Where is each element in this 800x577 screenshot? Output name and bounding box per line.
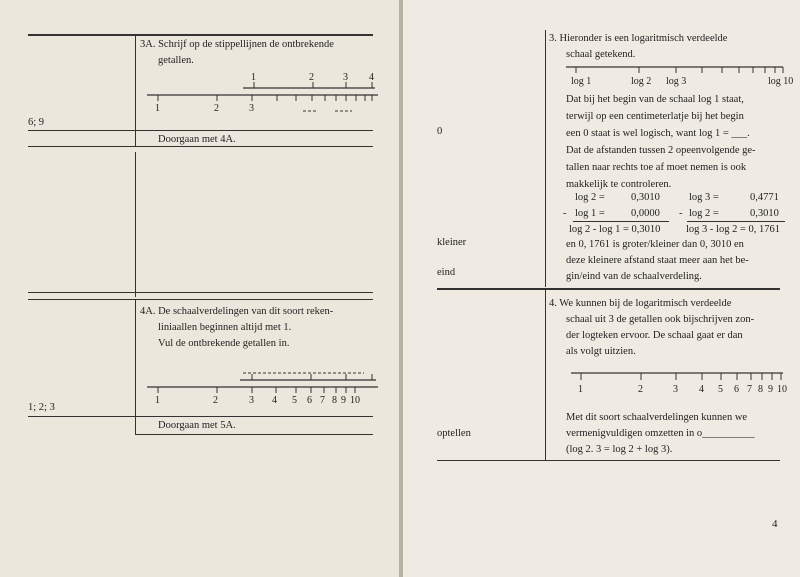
section-4-text2: (log 2. 3 = log 2 + log 3). [566, 444, 673, 455]
right-page: 3. Hieronder is een logaritmisch verdeelde schaal getekend. log 1 log 2 log 3 log 10 Dat bij het begin van de schaal log 1 staat, terwijl op een centimeterlatje bij het begin een 0 staat is wel logisch, want log 1 = ___. Dat de afstanden tussen 2 opeenvolgende ge- tallen naar rechts toe af moet nemen is ook makkelijk te controleren. log 2 = 0,3010 - log 1 = 0,0000 log 2 - log 1 = 0,3010 log 3 = 0,4771 - log 2 = 0,3010 log 3 - log 2 = 0, 1761 en 0, 1761 is groter/kleiner dan 0, 3010 en deze kleinere afstand staat meer aan het be- gin/eind van de schaalverdeling. 0 kleiner eind 4. We kunnen bij de logaritmisch verdeelde schaal uit 3 de getallen ook bijschrijven zon- der logteken ervoor. De schaal gaat er dan als volgt uitzien. 1 2 3 4 5 6 7 8 9 10 Met dit soort schaalverdelingen kunnen we vermenigvuldigen omzetten in o__________ (log 2. 3 = log 2 + log 3). optellen 4 [403, 0, 800, 577]
continue-4a: Doorgaan met 4A. [158, 134, 236, 145]
tick-label: 5 [292, 395, 297, 406]
divider [28, 416, 373, 417]
tick-label: 3 [673, 384, 678, 395]
divider [135, 434, 373, 435]
section-3-text: makkelijk te controleren. [566, 179, 672, 190]
section-4-text: der logteken ervoor. De schaal gaat er dan [566, 330, 743, 341]
section-3-text: een 0 staat is wel logisch, want log 1 = ___. [566, 128, 750, 139]
tick-label: 1 [155, 395, 160, 406]
section-3-text: Dat de afstanden tussen 2 opeenvolgende ge- [566, 145, 756, 156]
section-4-text2: vermenigvuldigen omzetten in o__________ [566, 428, 755, 439]
tick-label: 4 [699, 384, 704, 395]
calc-value: 0,3010 [631, 192, 660, 203]
calc-label: log 2 = [689, 208, 719, 219]
section-4-text: 4. We kunnen bij de logaritmisch verdeelde [549, 298, 732, 309]
section-4-text2: Met dit soort schaalverdelingen kunnen we [566, 412, 748, 423]
tick-label: 3 [343, 72, 348, 83]
tick-label: log 3 [666, 76, 687, 87]
tick-label: 1 [155, 103, 160, 114]
section-3-text2: en 0, 1761 is groter/kleiner dan 0, 3010 en [566, 239, 744, 250]
tick-label: 1 [578, 384, 583, 395]
calc-result: log 3 - log 2 = 0, 1761 [686, 224, 781, 235]
tick-label: 6 [307, 395, 312, 406]
tick-label: 5 [718, 384, 723, 395]
number-scale [403, 0, 800, 420]
answer-optellen: optellen [437, 428, 471, 439]
tick-label: 9 [768, 384, 773, 395]
tick-label: 2 [214, 103, 219, 114]
section-3a-title: 3A. Schrijf op de stippellijnen de ontbrekende [140, 39, 334, 50]
tick-label: 7 [320, 395, 325, 406]
section-4a-line1: 4A. De schaalverdelingen van dit soort reken- [140, 306, 334, 317]
tick-label: 1 [251, 72, 256, 83]
tick-label: 2 [309, 72, 314, 83]
section-3-text: tallen naar rechts toe af moet nemen is ook [566, 162, 747, 173]
section-3-line2: schaal getekend. [566, 49, 636, 60]
tick-label: 2 [213, 395, 218, 406]
calc-label: log 1 = [575, 208, 605, 219]
section-3-text: terwijl op een centimeterlatje bij het begin [566, 111, 744, 122]
scale-4a [0, 0, 399, 420]
section-3-line1: 3. Hieronder is een logaritmisch verdeelde [549, 33, 728, 44]
tick-label: 9 [341, 395, 346, 406]
tick-label: 7 [747, 384, 752, 395]
section-4a-line2: liniaallen beginnen altijd met 1. [158, 322, 292, 333]
section-3-text2: deze kleinere afstand staat meer aan het be- [566, 255, 749, 266]
tick-label: 3 [249, 103, 254, 114]
tick-label: log 10 [768, 76, 794, 87]
answer-3a: 6; 9 [28, 117, 45, 128]
tick-label: 10 [350, 395, 360, 406]
tick-label: 10 [777, 384, 787, 395]
tick-label: 8 [332, 395, 337, 406]
tick-label: 6 [734, 384, 739, 395]
calc-label: log 2 = [575, 192, 605, 203]
tick-label: log 1 [571, 76, 592, 87]
calc-value: 0,4771 [750, 192, 779, 203]
section-4-text: als volgt uitzien. [566, 346, 636, 357]
answer-kleiner: kleiner [437, 237, 467, 248]
section-4-text: schaal uit 3 de getallen ook bijschrijven zon- [566, 314, 755, 325]
section-3a-title-line2: getallen. [158, 55, 194, 66]
answer-eind: eind [437, 267, 456, 278]
calc-value: 0,0000 [631, 208, 660, 219]
section-3-text2: gin/eind van de schaalverdeling. [566, 271, 702, 282]
tick-label: 8 [758, 384, 763, 395]
section-3-text: Dat bij het begin van de schaal log 1 staat, [566, 94, 744, 105]
divider [437, 460, 780, 461]
answer-log1: 0 [437, 126, 443, 137]
tick-label: 2 [638, 384, 643, 395]
calc-value: 0,3010 [750, 208, 779, 219]
tick-label: log 2 [631, 76, 652, 87]
tick-label: 4 [272, 395, 277, 406]
calc-label: log 3 = [689, 192, 719, 203]
calc-result: log 2 - log 1 = 0,3010 [569, 224, 661, 235]
continue-5a: Doorgaan met 5A. [158, 420, 236, 431]
page-number: 4 [772, 518, 778, 530]
section-4a-line3: Vul de ontbrekende getallen in. [158, 338, 290, 349]
tick-label: 3 [249, 395, 254, 406]
answer-4a: 1; 2; 3 [28, 402, 55, 413]
tick-label: 4 [369, 72, 374, 83]
left-page [0, 0, 399, 577]
